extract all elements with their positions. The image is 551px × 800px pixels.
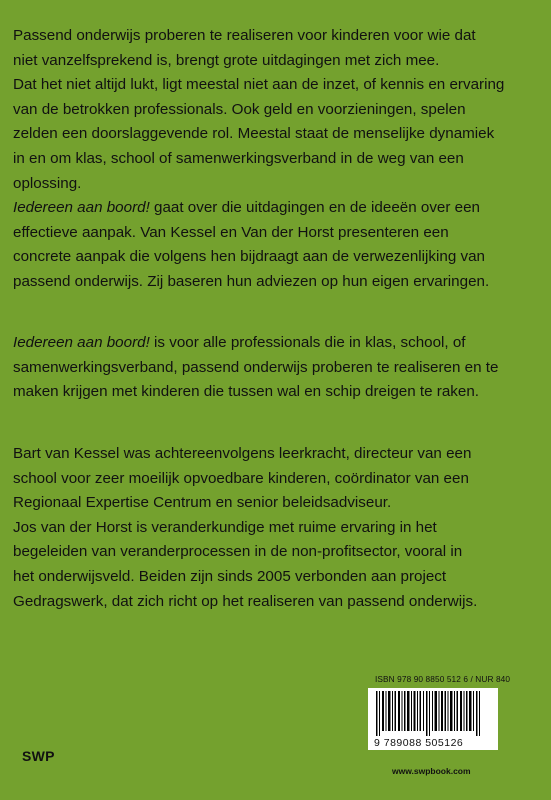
text-line: niet vanzelfsprekend is, brengt grote uitdagingen met zich mee. <box>13 51 440 69</box>
text-line: oplossing. <box>13 174 82 192</box>
publisher-website: www.swpbook.com <box>392 766 471 776</box>
text-line: samenwerkingsverband, passend onderwijs proberen te realiseren en te <box>13 358 499 376</box>
barcode <box>368 688 498 750</box>
text-fragment: is voor alle professionals die in klas, school, of <box>149 334 466 351</box>
text-line: effectieve aanpak. Van Kessel en Van der Horst presenteren een <box>13 223 449 241</box>
text-line: het onderwijsveld. Beiden zijn sinds 2005 verbonden aan project <box>13 567 447 585</box>
text-line <box>13 331 498 356</box>
text-fragment: gaat over die uitdagingen en de ideeën over een <box>149 199 480 217</box>
book-title-italic: Iedereen aan boord! <box>13 199 150 217</box>
barcode-number: 9 789088 505126 <box>374 737 464 749</box>
text-line: Gedragswerk, dat zich richt op het realiseren van passend onderwijs. <box>13 592 478 610</box>
text-line: begeleiden van veranderprocessen in de non-profitsector, vooral in <box>13 543 463 561</box>
text-line: Dat het niet altijd lukt, ligt meestal niet aan de inzet, of kennis en ervaring <box>13 76 505 94</box>
publisher-logo: SWP <box>22 748 55 764</box>
text-line: Passend onderwijs proberen te realiseren voor kinderen voor wie dat <box>13 27 476 44</box>
text-line: passend onderwijs. Zij baseren hun adviezen op hun eigen ervaringen. <box>13 272 490 290</box>
text-line: Bart van Kessel was achtereenvolgens leerkracht, directeur van een <box>13 445 472 462</box>
text-line <box>13 196 504 221</box>
text-line: Regionaal Expertise Centrum en senior beleidsadviseur. <box>13 494 392 512</box>
paragraph-intro <box>13 24 504 295</box>
text-line: concrete aanpak die volgens hen bijdraagt aan de verwezenlijking van <box>13 248 485 266</box>
text-line: van de betrokken professionals. Ook geld en voorzieningen, spelen <box>13 100 466 118</box>
text-line: maken krijgen met kinderen die tussen wal en schip dreigen te raken. <box>13 383 480 401</box>
book-title-italic: Iedereen aan boord! <box>13 334 150 351</box>
barcode-bars <box>368 688 498 738</box>
text-line: in en om klas, school of samenwerkingsverband in de weg van een <box>13 149 464 167</box>
paragraph-audience <box>13 331 498 405</box>
text-line: school voor zeer moeilijk opvoedbare kinderen, coördinator van een <box>13 469 469 487</box>
isbn-label: ISBN 978 90 8850 512 6 / NUR 840 <box>375 674 511 684</box>
paragraph-authors <box>13 442 477 614</box>
text-line: Jos van der Horst is veranderkundige met ruime ervaring in het <box>13 518 437 536</box>
text-line: zelden een doorslaggevende rol. Meestal staat de menselijke dynamiek <box>13 125 495 143</box>
